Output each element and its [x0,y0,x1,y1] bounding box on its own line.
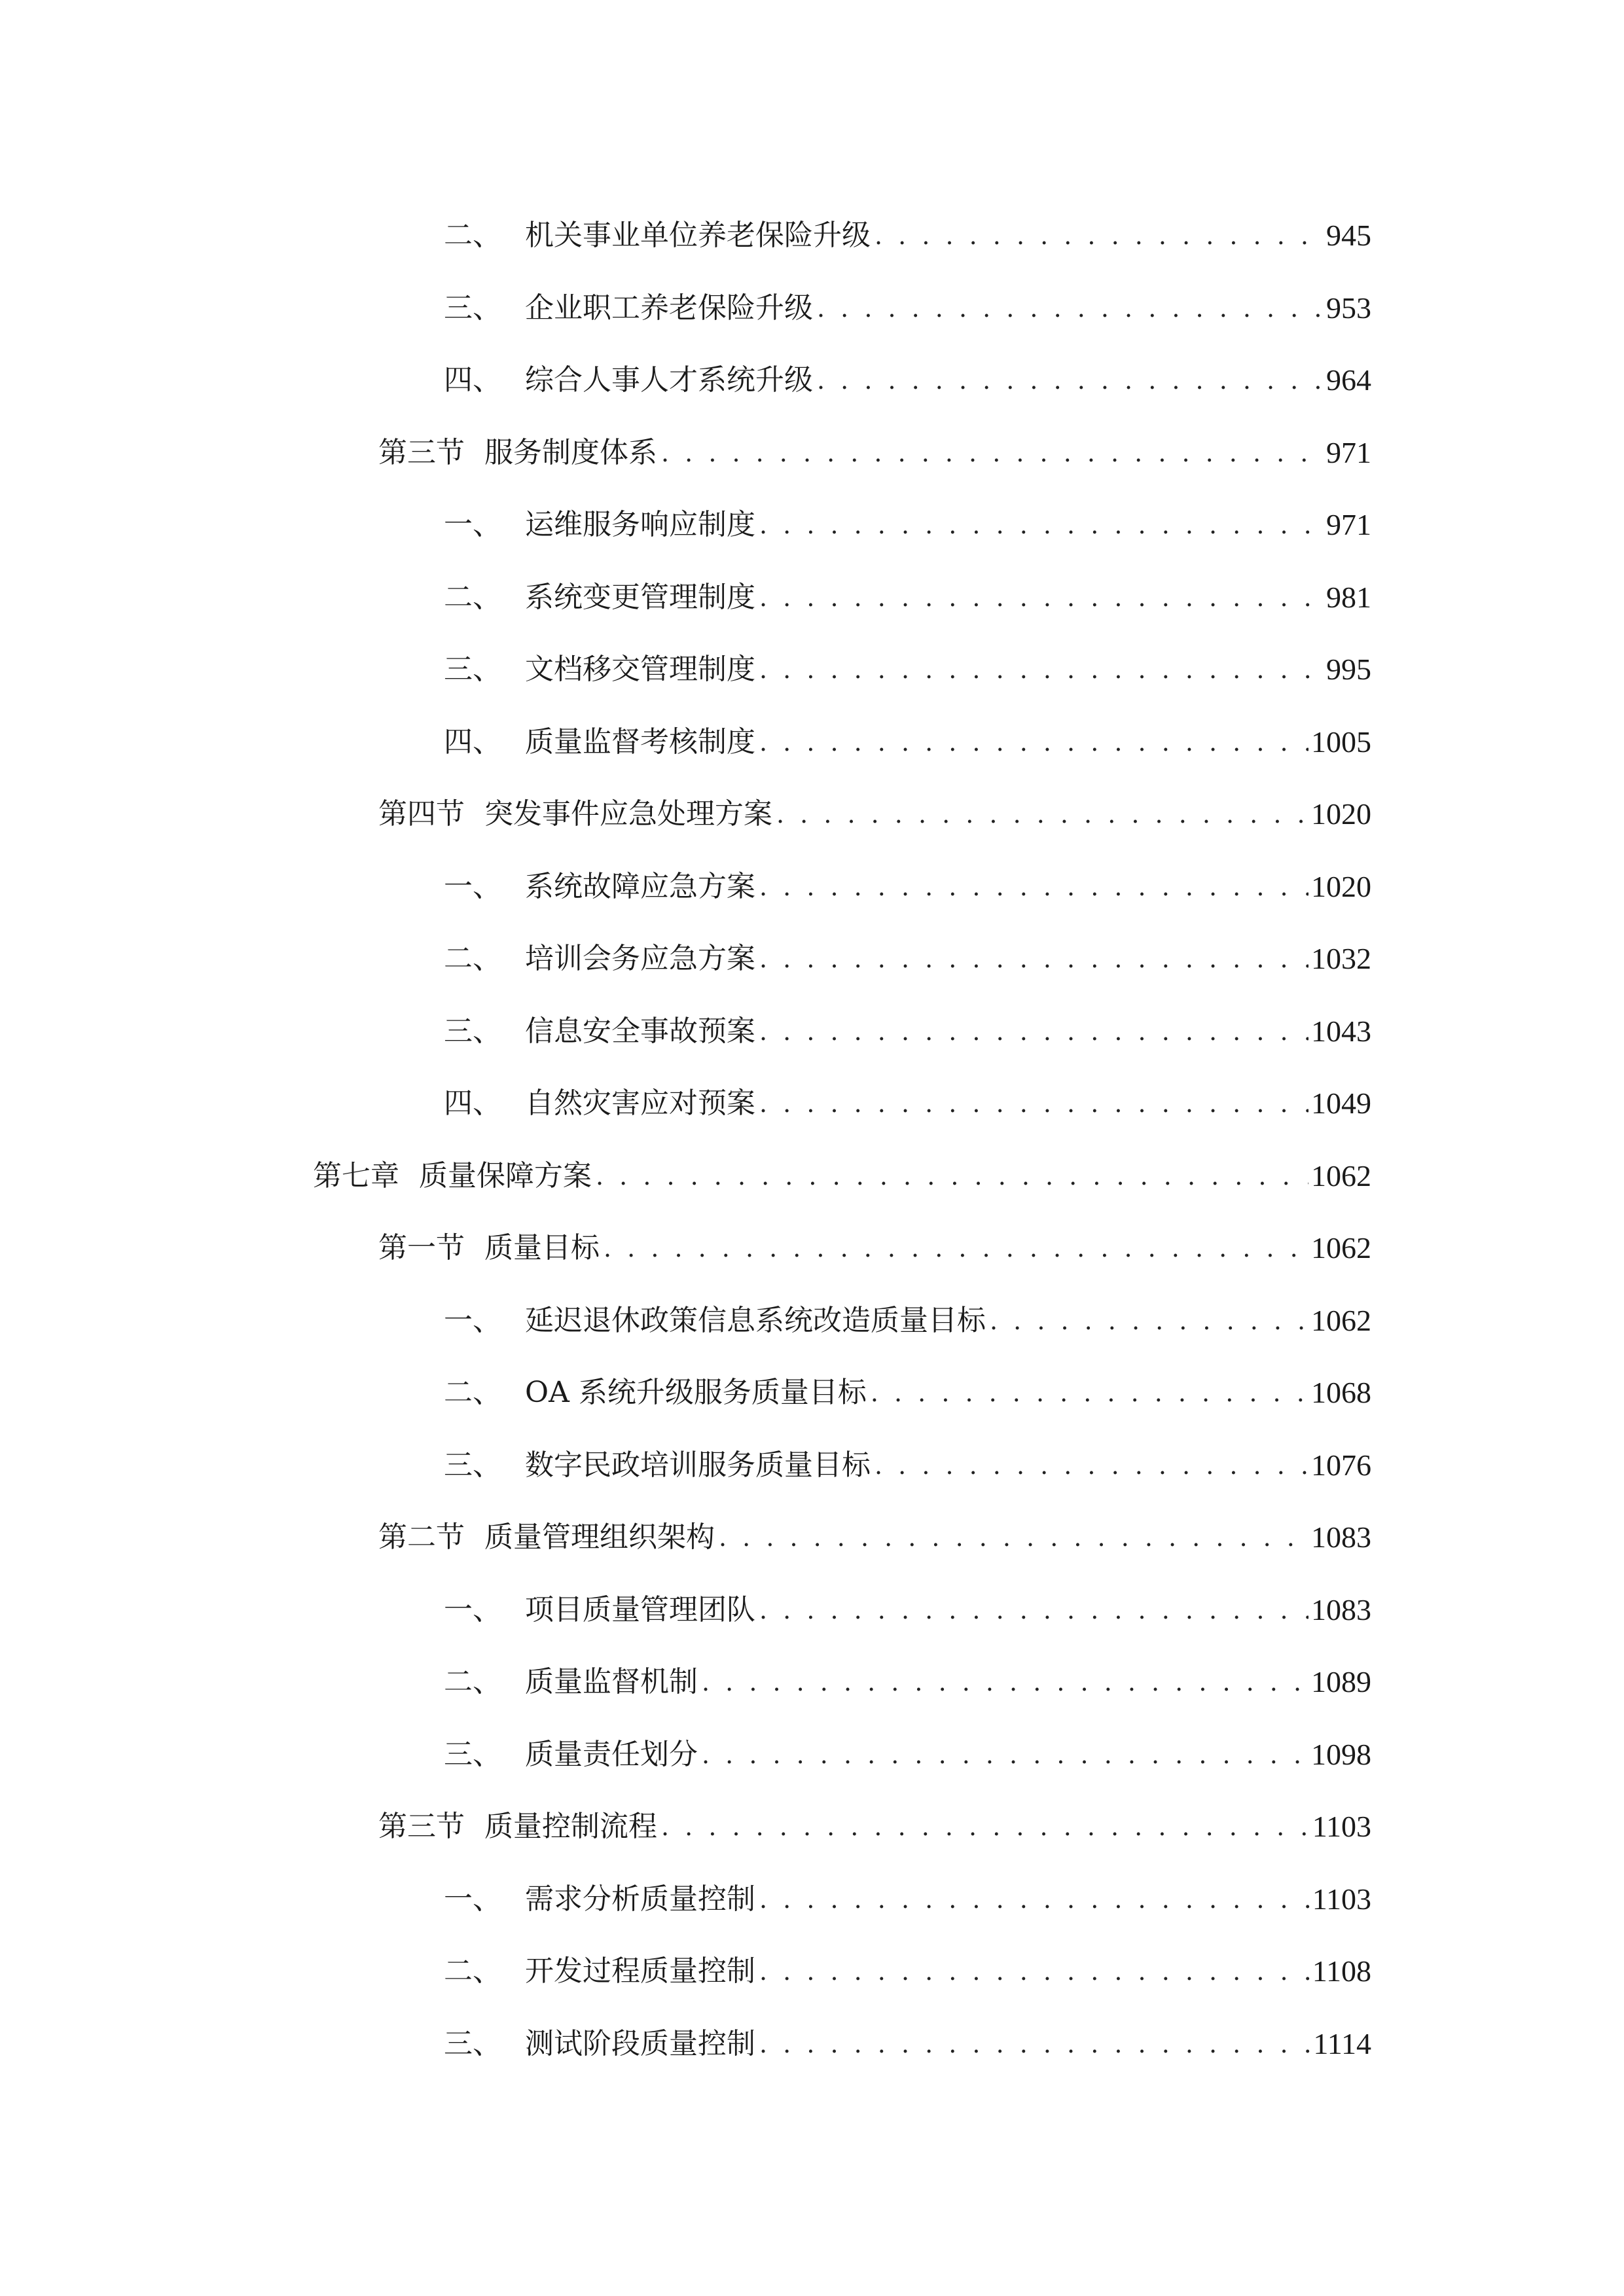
toc-entry-number: 第三节 [378,435,465,469]
dot-leader [596,1164,1308,1189]
toc-entry-title: 需求分析质量控制 [525,1882,755,1916]
toc-entry-number: 四、 [444,363,501,397]
toc-entry-title: 突发事件应急处理方案 [484,797,772,831]
dot-leader [661,440,1324,465]
toc-entry-page: 1043 [1311,1014,1371,1048]
toc-entry-subsection[interactable] [0,1719,1624,1791]
dot-leader [875,223,1324,248]
toc-entry-title: 开发过程质量控制 [525,1954,755,1988]
toc-entry-page: 995 [1326,653,1371,687]
dot-leader [759,1959,1310,1984]
toc-entry-page: 1103 [1312,1882,1371,1916]
toc-entry-number: 一、 [444,1592,501,1626]
toc-entry-number: 二、 [444,1665,501,1699]
toc-entry-subsection[interactable] [0,851,1624,924]
toc-entry-subsection[interactable] [0,923,1624,996]
toc-entry-number: 三、 [444,291,501,325]
toc-entry-page: 1032 [1311,942,1371,976]
dot-leader [604,1236,1308,1261]
dot-leader [661,1814,1310,1839]
toc-entry-title: 延迟退休政策信息系统改造质量目标 [525,1303,986,1337]
toc-entry-page: 953 [1326,291,1371,325]
toc-entry-page: 945 [1326,219,1371,253]
toc-entry-title: 质量监督考核制度 [525,725,755,759]
toc-entry-subsection[interactable] [0,634,1624,706]
dot-leader [702,1670,1308,1695]
toc-entry-number: 四、 [444,725,501,759]
toc-entry-title: 测试阶段质量控制 [525,2026,755,2060]
toc-entry-number: 三、 [444,1014,501,1048]
toc-entry-number: 三、 [444,2026,501,2060]
toc-entry-subsection[interactable] [0,2008,1624,2081]
toc-entry-number: 一、 [444,508,501,542]
toc-entry-number: 一、 [444,1882,501,1916]
toc-entry-page: 1114 [1313,2026,1371,2060]
dot-leader [759,512,1324,537]
toc-entry-title: 项目质量管理团队 [525,1592,755,1626]
toc-entry-subsection[interactable] [0,1285,1624,1357]
toc-entry-subsection[interactable] [0,1863,1624,1936]
dot-leader [817,296,1324,321]
table-of-contents [0,200,1624,2080]
toc-entry-subsection[interactable] [0,344,1624,417]
toc-entry-number: 三、 [444,653,501,687]
toc-entry-number: 第二节 [378,1520,465,1554]
toc-entry-title: 服务制度体系 [484,435,657,469]
toc-entry-page: 1103 [1312,1810,1371,1844]
dot-leader [702,1742,1308,1767]
toc-entry-page: 1020 [1311,869,1371,903]
toc-entry-title: 质量责任划分 [525,1737,698,1771]
toc-entry-number: 二、 [444,942,501,976]
toc-entry-page: 1068 [1311,1376,1371,1410]
toc-entry-number: 第三节 [378,1810,465,1844]
toc-entry-number: 第一节 [378,1231,465,1265]
toc-entry-number: 三、 [444,1448,501,1482]
dot-leader [759,657,1324,682]
toc-entry-number: 一、 [444,869,501,903]
toc-entry-title: 质量监督机制 [525,1665,698,1699]
toc-entry-title: 系统变更管理制度 [525,580,755,614]
toc-entry-number: 二、 [444,580,501,614]
toc-entry-title: 信息安全事故预案 [525,1014,755,1048]
dot-leader [759,1598,1308,1623]
dot-leader [875,1453,1308,1478]
toc-entry-page: 1062 [1311,1158,1371,1193]
toc-entry-section[interactable] [0,1212,1624,1285]
toc-entry-page: 971 [1326,508,1371,542]
toc-entry-subsection[interactable] [0,1646,1624,1719]
toc-entry-page: 964 [1326,363,1371,397]
dot-leader [759,874,1308,899]
toc-entry-number: 四、 [444,1086,501,1121]
toc-entry-section[interactable] [0,417,1624,490]
toc-entry-subsection[interactable] [0,200,1624,272]
toc-entry-subsection[interactable] [0,562,1624,634]
dot-leader [759,730,1308,755]
dot-leader [759,1019,1308,1044]
toc-entry-page: 1083 [1311,1592,1371,1626]
dot-leader [759,1887,1310,1912]
toc-entry-title: 系统故障应急方案 [525,869,755,903]
toc-entry-page: 1083 [1311,1520,1371,1554]
toc-entry-number: 二、 [444,1376,501,1410]
dot-leader [871,1380,1308,1405]
toc-entry-section[interactable] [0,778,1624,851]
toc-entry-page: 1049 [1311,1086,1371,1121]
toc-entry-title: OA 系统升级服务质量目标 [525,1376,867,1410]
dot-leader [817,368,1324,393]
toc-entry-subsection[interactable] [0,1067,1624,1140]
toc-entry-page: 981 [1326,580,1371,614]
toc-entry-page: 971 [1326,435,1371,469]
toc-entry-title: 文档移交管理制度 [525,653,755,687]
toc-entry-subsection[interactable] [0,272,1624,345]
dot-leader [759,585,1324,610]
toc-entry-title: 综合人事人才系统升级 [525,363,813,397]
dot-leader [759,946,1308,971]
toc-entry-title: 质量目标 [484,1231,600,1265]
toc-entry-page: 1076 [1311,1448,1371,1482]
toc-entry-chapter[interactable] [0,1140,1624,1213]
toc-entry-page: 1089 [1311,1665,1371,1699]
toc-entry-title: 企业职工养老保险升级 [525,291,813,325]
toc-entry-subsection[interactable] [0,489,1624,562]
toc-entry-page: 1108 [1312,1954,1371,1988]
toc-entry-title: 数字民政培训服务质量目标 [525,1448,871,1482]
toc-entry-subsection[interactable] [0,996,1624,1068]
toc-entry-number: 第四节 [378,797,465,831]
toc-entry-title: 自然灾害应对预案 [525,1086,755,1121]
toc-entry-subsection[interactable] [0,706,1624,779]
dot-leader [759,2032,1310,2056]
toc-entry-title: 质量管理组织架构 [484,1520,715,1554]
toc-entry-page: 1062 [1311,1231,1371,1265]
toc-entry-subsection[interactable] [0,1357,1624,1429]
toc-entry-page: 1005 [1311,725,1371,759]
toc-entry-title: 培训会务应急方案 [525,942,755,976]
toc-entry-page: 1098 [1311,1737,1371,1771]
toc-entry-subsection[interactable] [0,1574,1624,1647]
dot-leader [776,802,1308,827]
toc-entry-page: 1020 [1311,797,1371,831]
toc-entry-title: 运维服务响应制度 [525,508,755,542]
toc-entry-title: 质量保障方案 [419,1158,592,1193]
toc-entry-section[interactable] [0,1501,1624,1574]
toc-entry-number: 二、 [444,1954,501,1988]
dot-leader [990,1308,1308,1333]
toc-entry-page: 1062 [1311,1303,1371,1337]
dot-leader [759,1091,1308,1116]
toc-entry-subsection[interactable] [0,1429,1624,1502]
toc-entry-number: 一、 [444,1303,501,1337]
toc-entry-section[interactable] [0,1791,1624,1863]
toc-entry-title: 质量控制流程 [484,1810,657,1844]
toc-entry-number: 三、 [444,1737,501,1771]
toc-entry-subsection[interactable] [0,1935,1624,2008]
toc-entry-title: 机关事业单位养老保险升级 [525,219,871,253]
toc-entry-number: 二、 [444,219,501,253]
toc-entry-number: 第七章 [313,1158,399,1193]
dot-leader [719,1525,1308,1550]
